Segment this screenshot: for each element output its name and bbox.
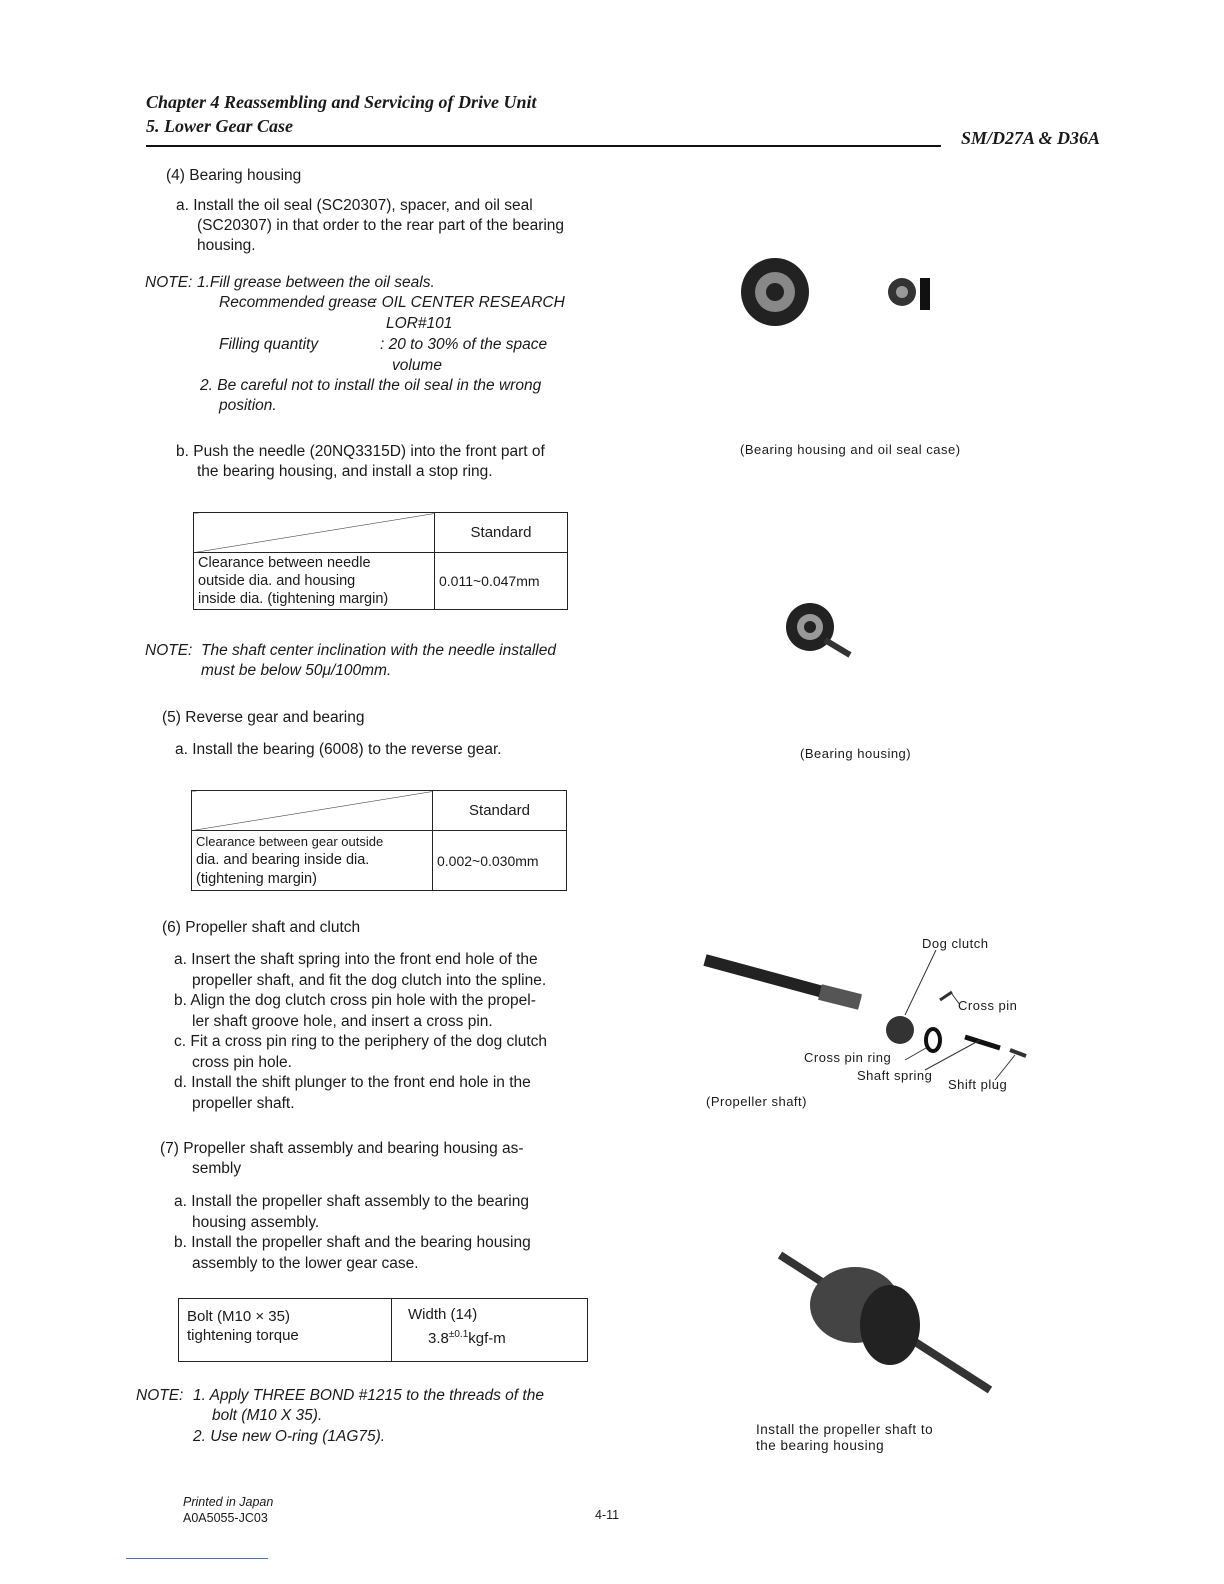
s4-step-b: the bearing housing, and install a stop ring.: [197, 463, 493, 480]
note-text: Recommended grease: [219, 294, 376, 311]
step-line: cross pin hole.: [192, 1053, 292, 1071]
note-text: LOR#101: [386, 315, 453, 332]
note-text: 1. Apply THREE BOND #1215 to the threads of the: [193, 1387, 544, 1404]
footer-print: [183, 1494, 273, 1526]
caption-line: the bearing housing: [756, 1438, 885, 1453]
printed-in: Printed in Japan: [183, 1495, 274, 1509]
row-label: tightening torque: [187, 1327, 299, 1344]
header-rule: [146, 145, 941, 147]
note-text: 2. Be careful not to install the oil seal in the wrong: [200, 377, 542, 394]
s5-title: (5) Reverse gear and bearing: [162, 709, 365, 726]
step-line: propeller shaft, and fit the dog clutch into the spline.: [192, 971, 547, 989]
s4-step-a: housing.: [197, 237, 256, 254]
row-label: Clearance between gear outside: [196, 834, 384, 849]
figure-caption: (Bearing housing): [800, 746, 912, 761]
note-label: NOTE:: [145, 274, 193, 291]
propeller-shaft-assembly-illustration: [775, 1245, 995, 1395]
s6-steps: [174, 950, 547, 1114]
step-line: propeller shaft.: [192, 1094, 295, 1112]
footer-rule: [126, 1558, 268, 1559]
row-label: outside dia. and housing: [198, 573, 356, 589]
row-label: (tightening margin): [196, 871, 317, 887]
callout-dog-clutch: Dog clutch: [922, 936, 989, 951]
note-text: 2. Use new O-ring (1AG75).: [193, 1428, 386, 1445]
table-value: 0.011~0.047mm: [435, 553, 568, 610]
note-text: : 20 to 30% of the space: [380, 336, 548, 353]
row-label: Clearance between needle: [198, 555, 371, 571]
note-text: bolt (M10 X 35).: [212, 1407, 323, 1424]
row-label: dia. and bearing inside dia.: [196, 852, 370, 868]
step-line: d. Install the shift plunger to the front end hole in the: [174, 1074, 531, 1091]
torque-value: 3.8: [428, 1330, 449, 1347]
step-line: housing assembly.: [192, 1213, 320, 1231]
step-line: b. Install the propeller shaft and the bearing housing: [174, 1234, 531, 1251]
document-code: A0A5055-JC03: [183, 1511, 268, 1525]
note-text: position.: [219, 397, 277, 414]
diagonal-cell: [194, 513, 435, 553]
torque-tolerance: ±0.1: [448, 1329, 469, 1340]
width-label: Width (14): [408, 1306, 478, 1323]
table-header: Standard: [433, 791, 567, 831]
row-label: Bolt (M10 × 35): [187, 1308, 290, 1325]
callout-shift-plug: Shift plug: [948, 1077, 1008, 1092]
table-value: 0.002~0.030mm: [433, 831, 567, 891]
step-line: a. Install the propeller shaft assembly to the bearing: [174, 1193, 529, 1210]
note-label: NOTE:: [136, 1387, 184, 1404]
torque-unit: kgf-m: [468, 1330, 506, 1347]
s5-step-a: a. Install the bearing (6008) to the reverse gear.: [175, 741, 502, 758]
note-text: 1.Fill grease between the oil seals.: [197, 274, 435, 291]
spec-table-bearing: [191, 790, 567, 891]
s4-title: (4) Bearing housing: [166, 167, 302, 184]
page-number: 4-11: [595, 1508, 620, 1522]
torque-table: [178, 1298, 588, 1362]
chapter-title: Chapter 4 Reassembling and Servicing of Drive Unit: [146, 92, 537, 112]
bearing-housing-oil-seal-illustration: [730, 250, 990, 340]
s4-step-a: a. Install the oil seal (SC20307), spacer, and oil seal: [176, 197, 533, 214]
callout-cross-pin-ring: Cross pin ring: [804, 1050, 892, 1065]
note-text: : OIL CENTER RESEARCH: [373, 294, 565, 311]
model-label: SM/D27A & D36A: [960, 128, 1100, 148]
bearing-housing-illustration: [780, 585, 870, 675]
figure-caption: (Bearing housing and oil seal case): [740, 442, 961, 457]
table-header: Standard: [435, 513, 568, 553]
step-line: assembly to the lower gear case.: [192, 1254, 419, 1272]
note-text: Filling quantity: [219, 336, 319, 353]
note-text: The shaft center inclination with the needle installed: [201, 642, 556, 659]
figure-caption: [756, 1422, 933, 1454]
note-label: NOTE:: [145, 642, 193, 659]
s7-title: sembly: [192, 1160, 242, 1177]
s4-step-b: b. Push the needle (20NQ3315D) into the front part of: [176, 443, 545, 460]
spec-table-needle: [193, 512, 568, 610]
s7-title: (7) Propeller shaft assembly and bearing housing as-: [160, 1140, 524, 1157]
section-title: 5. Lower Gear Case: [146, 116, 293, 136]
step-line: b. Align the dog clutch cross pin hole with the propel-: [174, 992, 536, 1009]
step-line: ler shaft groove hole, and insert a cross pin.: [192, 1012, 493, 1030]
step-line: a. Insert the shaft spring into the front end hole of the: [174, 951, 538, 968]
step-line: c. Fit a cross pin ring to the periphery of the dog clutch: [174, 1033, 548, 1050]
callout-cross-pin: Cross pin: [958, 998, 1018, 1013]
note-text: volume: [392, 357, 442, 374]
s7-steps: [174, 1192, 531, 1274]
row-label: inside dia. (tightening margin): [198, 591, 389, 607]
caption-line: Install the propeller shaft to: [756, 1422, 934, 1437]
s4-step-a: (SC20307) in that order to the rear part of the bearing: [197, 217, 565, 234]
diagonal-cell: [192, 791, 433, 831]
callout-shaft-spring: Shaft spring: [857, 1068, 933, 1083]
note-text: must be below 50μ/100mm.: [201, 662, 392, 679]
figure-caption: (Propeller shaft): [706, 1094, 807, 1109]
s6-title: (6) Propeller shaft and clutch: [162, 919, 361, 936]
